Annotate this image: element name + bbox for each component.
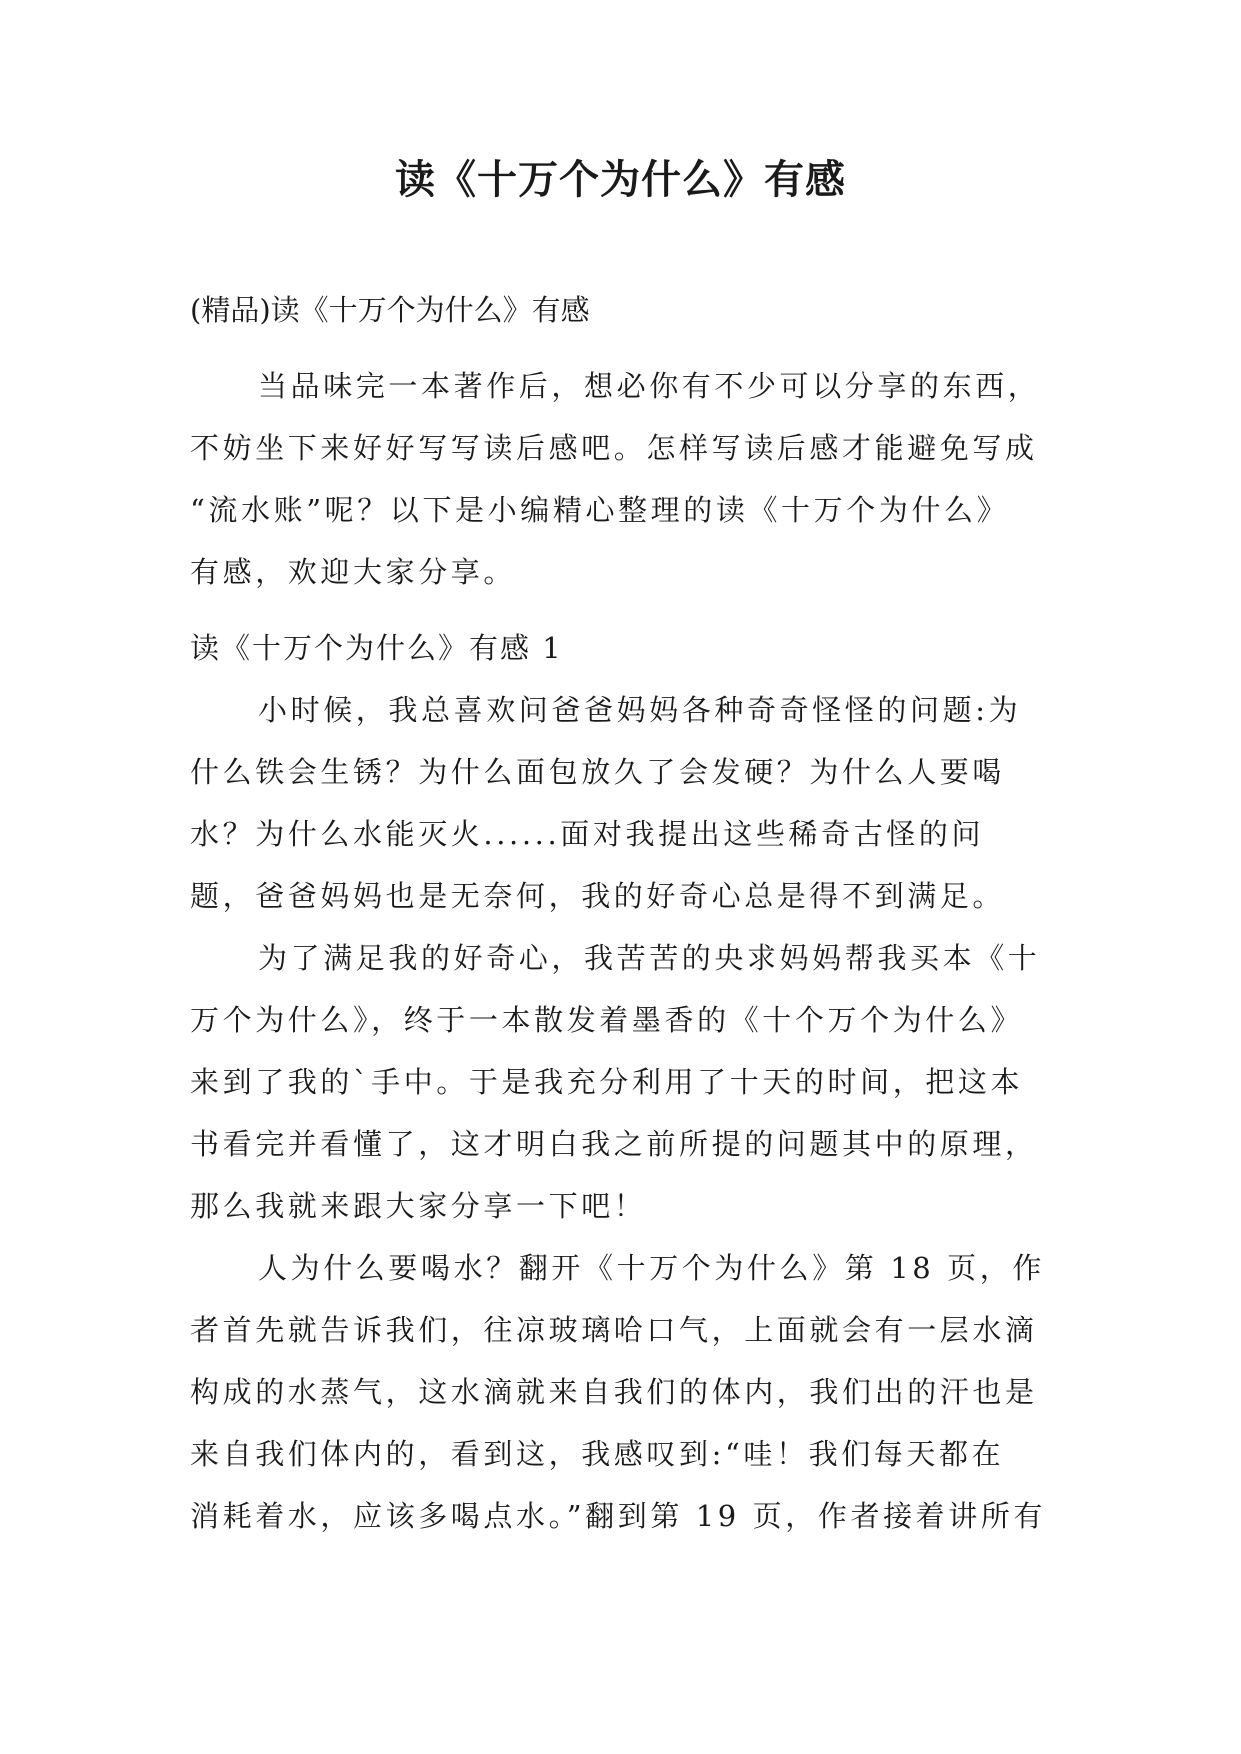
body-line: 那么我就来跟大家分享一下吧！ xyxy=(190,1189,647,1223)
body-line: 小时候，我总喜欢问爸爸妈妈各种奇奇怪怪的问题:为 xyxy=(258,693,1022,727)
intro-line: 不妨坐下来好好写写读后感吧。怎样写读后感才能避免写成 xyxy=(190,431,1038,465)
section-heading-block xyxy=(190,617,1046,679)
intro-line: “流水账”呢？以下是小编精心整理的读《十万个为什么》 xyxy=(190,493,1010,527)
section-heading: 读《十万个为什么》有感 1 xyxy=(190,631,563,665)
body-line: 为了满足我的好奇心，我苦苦的央求妈妈帮我买本《十 xyxy=(258,941,1041,975)
body-line: 构成的水蒸气，这水滴就来自我们的体内，我们出的汗也是 xyxy=(190,1375,1038,1409)
body-line: 来到了我的`手中。于是我充分利用了十天的时间，把这本 xyxy=(190,1065,1024,1099)
body-line: 书看完并看懂了，这才明白我之前所提的问题其中的原理， xyxy=(190,1127,1038,1161)
body-line: 者首先就告诉我们，往凉玻璃哈口气，上面就会有一层水滴 xyxy=(190,1313,1038,1347)
document-title: 读《十万个为什么》有感 xyxy=(395,156,846,203)
intro-line: 当品味完一本著作后，想必你有不少可以分享的东西， xyxy=(258,369,1041,403)
body-line: 人为什么要喝水？翻开《十万个为什么》第 18 页，作 xyxy=(258,1251,1045,1285)
body-line: 来自我们体内的，看到这，我感叹到:“哇！我们每天都在 xyxy=(190,1437,1005,1471)
intro-line: 有感，欢迎大家分享。 xyxy=(190,555,517,589)
body-line: 消耗着水，应该多喝点水。”翻到第 19 页，作者接着讲所有 xyxy=(190,1499,1047,1533)
intro-paragraph xyxy=(190,355,1046,603)
body-line: 水？为什么水能灭火......面对我提出这些稀奇古怪的问 xyxy=(190,817,985,851)
body-line: 题，爸爸妈妈也是无奈何，我的好奇心总是得不到满足。 xyxy=(190,879,1006,913)
body-text xyxy=(190,679,1046,1547)
body-line: 万个为什么》，终于一本散发着墨香的《十个万个为什么》 xyxy=(190,1003,1024,1037)
document-subtitle: (精品)读《十万个为什么》有感 xyxy=(190,293,590,327)
body-line: 什么铁会生锈？为什么面包放久了会发硬？为什么人要喝 xyxy=(190,755,1006,789)
